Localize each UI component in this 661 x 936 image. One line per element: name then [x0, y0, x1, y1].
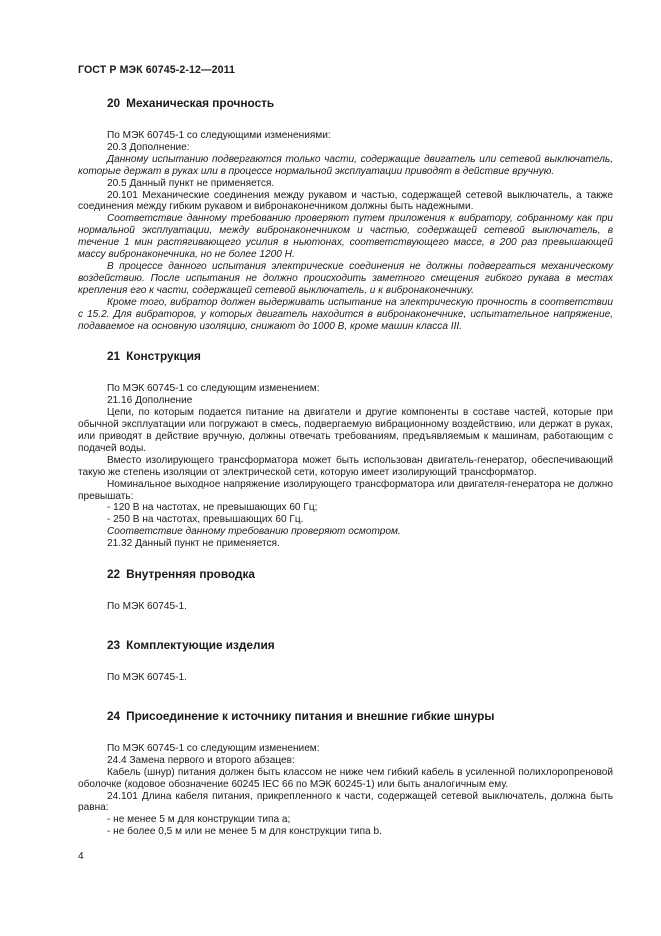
paragraph: Соответствие данному требованию проверяют путем приложения к вибратору, собранному как при нормальной эксплуатации, между вибронаконечником и частью, содержащей сетевой выключатель, в течение 1 мин растягивающего усилия в ньютонах, соответствующего массе, в 200 раз превышающей массу вибронаконечника, но не более 1200 Н. [78, 213, 613, 261]
section-number: 22 [107, 567, 121, 582]
paragraph: 21.32 Данный пункт не применяется. [107, 538, 280, 550]
section-heading [107, 709, 613, 723]
list-item: - 120 В на частотах, не превышающих 60 Гц; [107, 502, 318, 514]
section-title: Конструкция [126, 349, 201, 364]
paragraph: Кроме того, вибратор должен выдерживать испытание на электрическую прочность в соответствии с 15.2. Для вибраторов, у которых двигатель находится в вибронаконечнике, испытательное напряжение, подаваемое на основную изоляцию, снижают до 1000 В, кроме машин класса III. [78, 296, 613, 332]
section-heading [107, 638, 613, 652]
paragraph: В процессе данного испытания электрические соединения не должны подвергаться механическому воздействию. После испытания не должно происходить заметного смещения гибкого рукава в местах крепления его к части, содержащей сетевой выключатель, и к вибронаконечнику. [78, 260, 613, 296]
paragraph: 24.101 Длина кабеля питания, прикрепленного к части, содержащей сетевой выключатель, должна быть равна: [78, 790, 613, 814]
section-title: Комплектующие изделия [126, 638, 275, 652]
document-header: ГОСТ Р МЭК 60745-2-12—2011 [78, 64, 236, 76]
list-item: - не более 0,5 м или не менее 5 м для конструкции типа b. [107, 826, 382, 838]
section-title: Присоединение к источнику питания и внешние гибкие шнуры [126, 708, 495, 723]
section-number: 24 [107, 708, 121, 723]
section-23 [78, 638, 613, 684]
paragraph: 20.5 Данный пункт не применяется. [107, 177, 275, 189]
paragraph: Вместо изолирующего трансформатора может быть использован двигатель-генератор, обеспечивающий такую же степень изоляции от электрической сети, которую имеет изолирующий трансформатор. [78, 454, 613, 478]
paragraph: 20.3 Дополнение: [107, 141, 190, 153]
section-heading [107, 349, 613, 363]
paragraph: Цепи, по которым подается питание на двигатели и другие компоненты в составе частей, которые при обычной эксплуатации или погружают в смесь, подвергаемую вибрационному воздействию, или держат в руках, или приводят в действие вручную, должны отвечать требованиям, предъявляемым к машинам, работающим с подачей воды. [78, 407, 613, 454]
section-21 [78, 349, 613, 550]
paragraph: Соответствие данному требованию проверяют осмотром. [107, 526, 401, 538]
section-heading [107, 567, 613, 581]
section-number: 21 [107, 349, 121, 364]
section-title: Внутренняя проводка [126, 567, 255, 582]
paragraph: 24.4 Замена первого и второго абзацев: [107, 754, 295, 766]
paragraph: Данному испытанию подвергаются только части, содержащие двигатель или сетевой выключатель, которые держат в руках или в процессе нормальной эксплуатации приводят в действие вручную. [78, 153, 613, 177]
paragraph: По МЭК 60745-1 со следующим изменением: [107, 383, 320, 395]
paragraph: По МЭК 60745-1 со следующими изменениями: [107, 130, 331, 141]
section-title: Механическая прочность [126, 96, 275, 110]
section-24 [78, 709, 613, 838]
section-20 [78, 96, 613, 332]
document-body [78, 92, 613, 838]
paragraph: По МЭК 60745-1. [107, 601, 187, 613]
paragraph: Кабель (шнур) питания должен быть классом не ниже чем гибкий кабель в усиленной полихлоропреновой оболочке (кодовое обозначение 60245 IEC 66 по МЭК 60245-1) или быть аналогичным ему. [78, 766, 613, 790]
page-number: 4 [78, 851, 84, 862]
paragraph: 20.101 Механические соединения между рукавом и частью, содержащей сетевой выключатель, а также соединения между гибким рукавом и вибронаконечником должны быть надежными. [78, 189, 613, 213]
section-heading [107, 96, 613, 110]
section-number: 20 [107, 96, 121, 110]
paragraph: Номинальное выходное напряжение изолирующего трансформатора или двигателя-генератора не должно превышать: [78, 478, 613, 502]
paragraph: По МЭК 60745-1 со следующим изменением: [107, 742, 320, 754]
paragraph: 21.16 Дополнение [107, 395, 193, 407]
list-item: - 250 В на частотах, превышающих 60 Гц. [107, 514, 304, 526]
section-number: 23 [107, 638, 121, 652]
list-item: - не менее 5 м для конструкции типа a; [107, 814, 291, 826]
section-22 [78, 567, 613, 613]
paragraph: По МЭК 60745-1. [107, 672, 187, 683]
